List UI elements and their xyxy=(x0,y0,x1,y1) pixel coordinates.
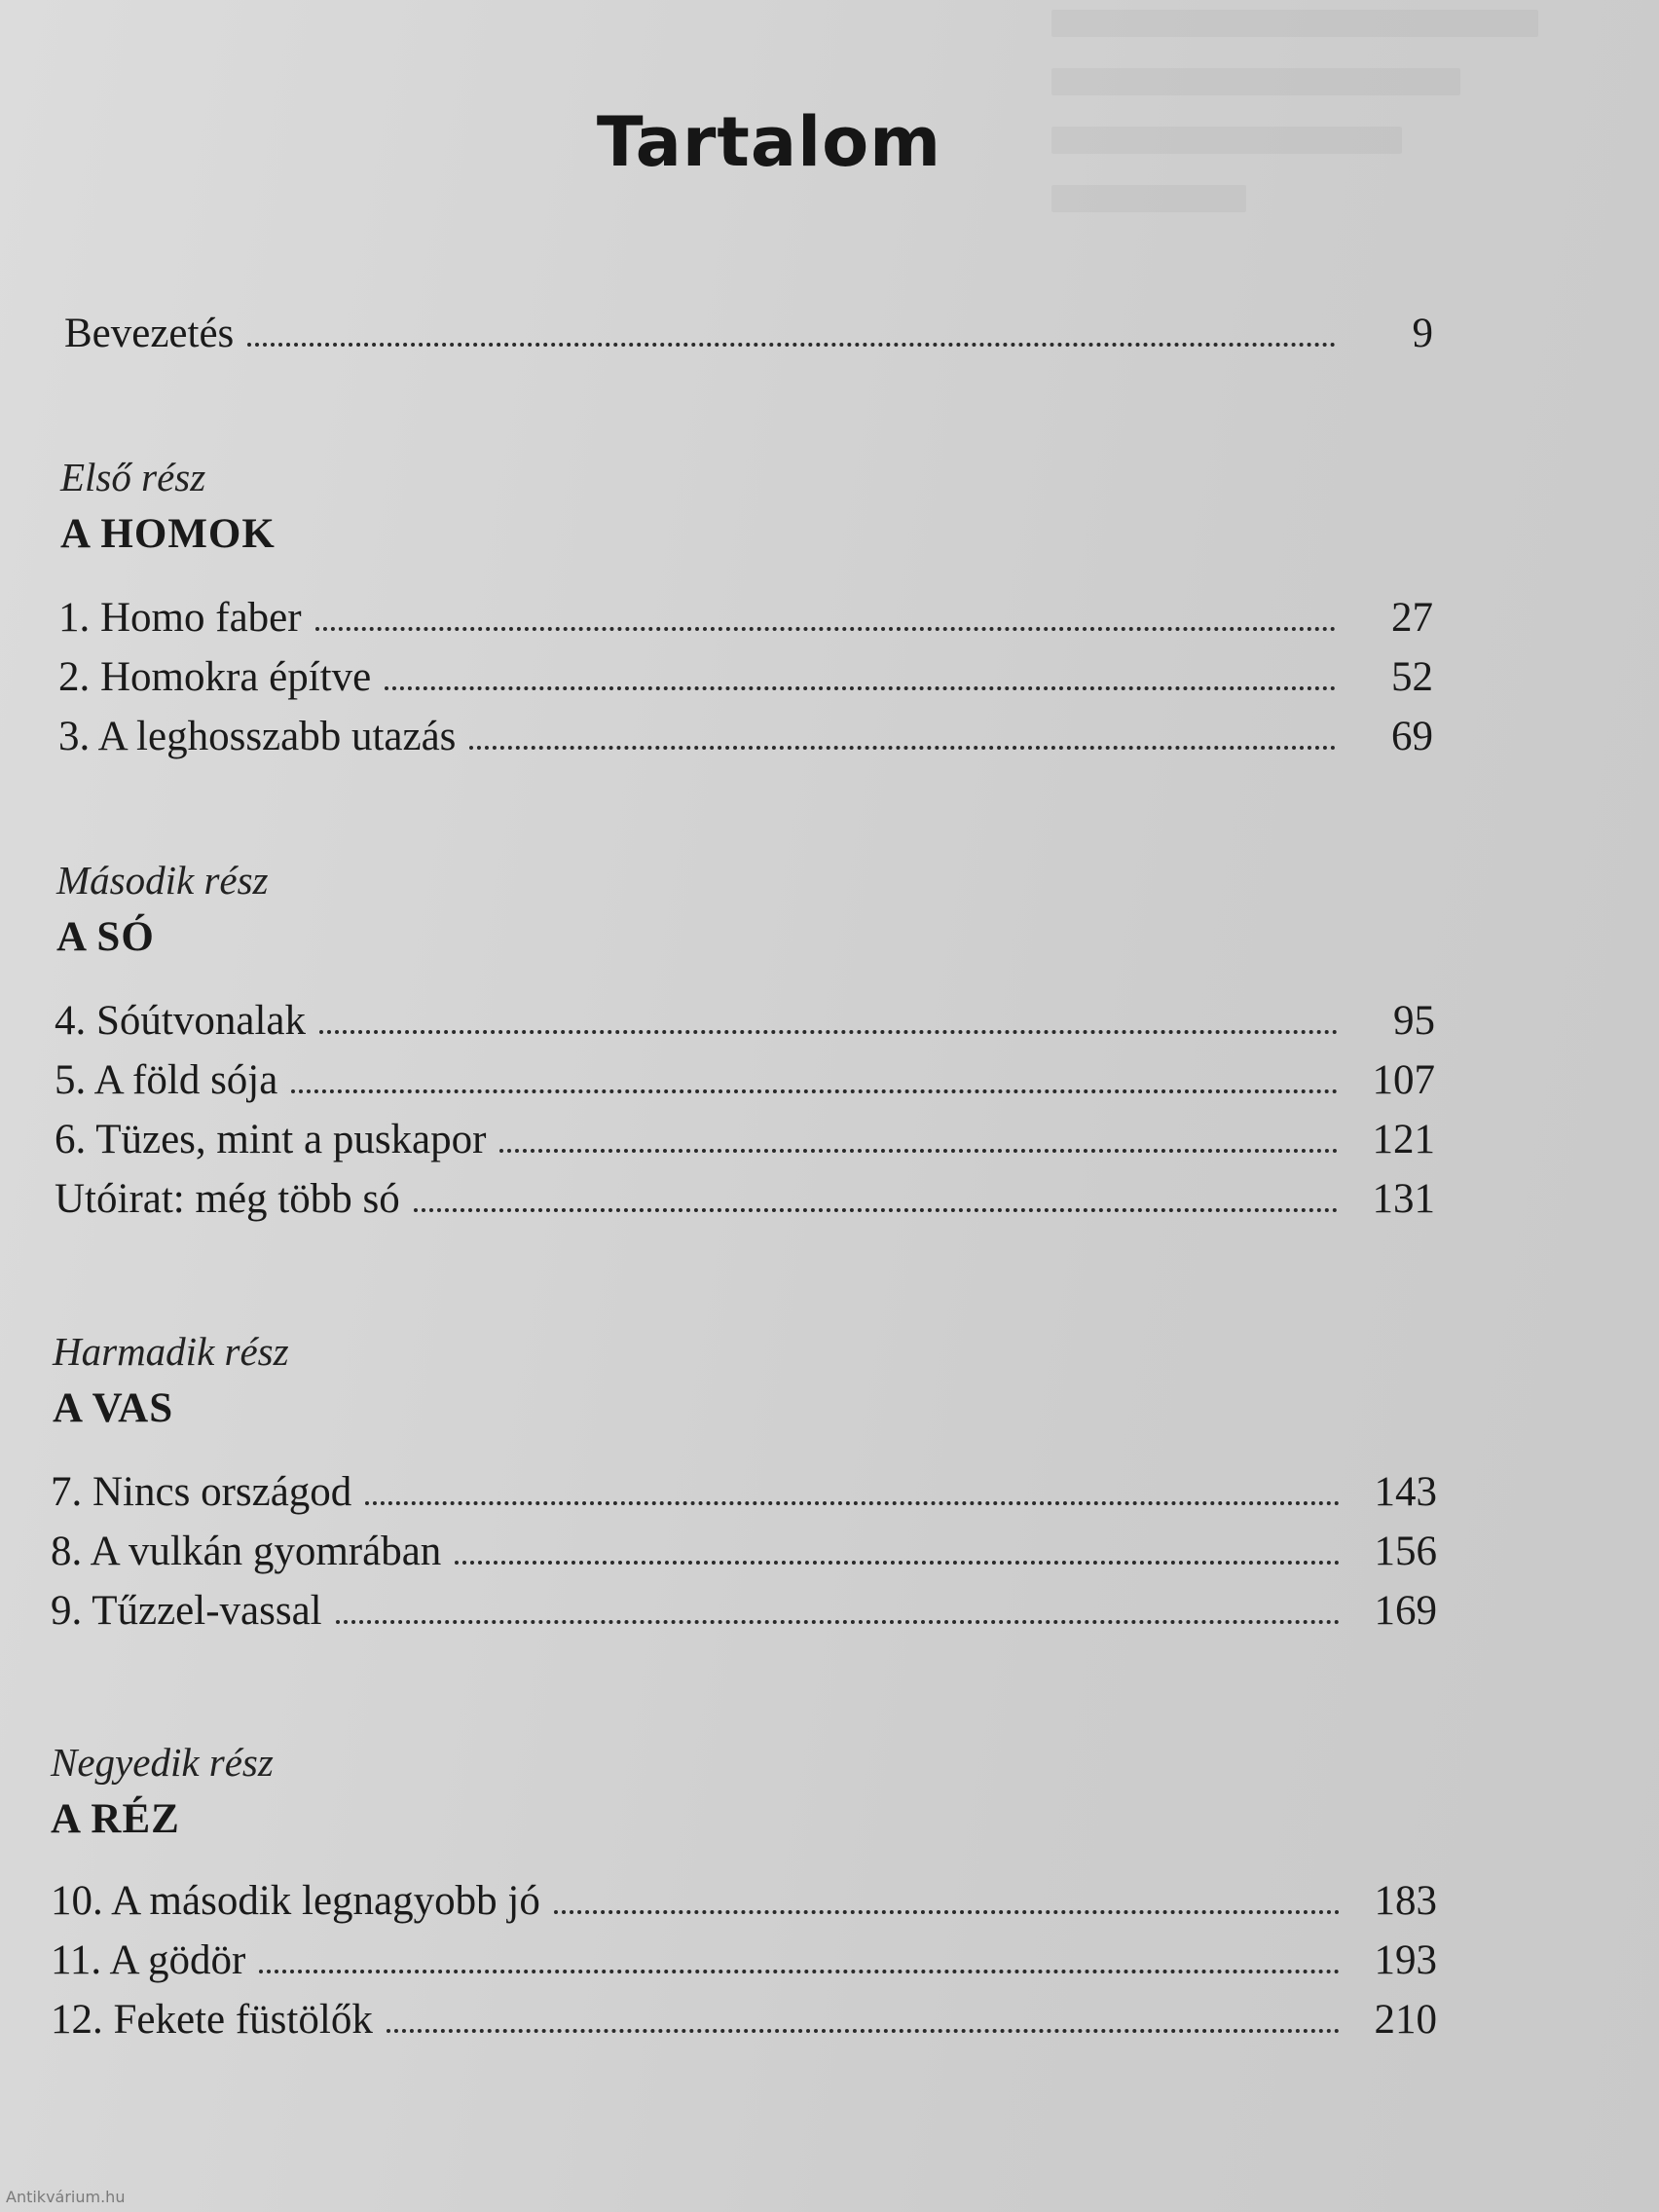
dot-leader xyxy=(336,1619,1340,1624)
toc-entry-page: 131 xyxy=(1372,1176,1435,1222)
toc-entry-label: 3. A leghosszabb utazás xyxy=(58,714,457,759)
dot-leader xyxy=(554,1909,1340,1914)
toc-entry[interactable] xyxy=(51,1468,1437,1516)
dot-leader xyxy=(499,1148,1338,1153)
toc-entry-page: 52 xyxy=(1391,654,1433,700)
part-label: Első rész xyxy=(60,455,206,499)
toc-entry[interactable] xyxy=(58,713,1433,760)
bleed-through-line xyxy=(1051,10,1538,37)
toc-entry[interactable] xyxy=(58,594,1433,642)
part-title: A VAS xyxy=(53,1385,174,1431)
dot-leader xyxy=(387,2028,1340,2033)
toc-entry[interactable] xyxy=(58,653,1433,701)
toc-entry-page: 107 xyxy=(1372,1057,1435,1103)
dot-leader xyxy=(247,342,1336,347)
dot-leader xyxy=(469,745,1336,750)
toc-entry[interactable] xyxy=(51,1587,1437,1635)
toc-entry-label: 5. A föld sója xyxy=(55,1057,278,1103)
toc-entry[interactable] xyxy=(51,1996,1437,2044)
toc-entry-page: 27 xyxy=(1391,595,1433,641)
toc-entry-page: 210 xyxy=(1374,1997,1437,2043)
toc-entry-page: 9 xyxy=(1412,311,1433,356)
toc-entry-page: 143 xyxy=(1374,1469,1437,1515)
toc-entry[interactable] xyxy=(55,1056,1435,1104)
toc-entry[interactable] xyxy=(55,1116,1435,1163)
toc-entry-intro[interactable] xyxy=(64,310,1433,357)
part-title: A SÓ xyxy=(56,914,155,960)
part-label: Harmadik rész xyxy=(53,1329,289,1374)
toc-entry-page: 169 xyxy=(1374,1588,1437,1634)
page-title: Tartalom xyxy=(596,101,942,182)
watermark: Antikvárium.hu xyxy=(6,2188,126,2206)
toc-entry[interactable] xyxy=(55,1175,1435,1223)
part-title: A HOMOK xyxy=(60,511,276,557)
toc-entry-label: 8. A vulkán gyomrában xyxy=(51,1529,442,1574)
dot-leader xyxy=(319,1029,1338,1034)
toc-entry-label: Bevezetés xyxy=(64,311,235,356)
toc-entry-page: 156 xyxy=(1374,1529,1437,1574)
part-title: A RÉZ xyxy=(51,1796,180,1842)
bleed-through-line xyxy=(1051,185,1246,212)
toc-entry-label: 10. A második legnagyobb jó xyxy=(51,1878,540,1924)
toc-entry[interactable] xyxy=(51,1936,1437,1984)
toc-entry-page: 193 xyxy=(1374,1937,1437,1983)
part-label: Negyedik rész xyxy=(51,1740,274,1785)
dot-leader xyxy=(385,685,1336,690)
dot-leader xyxy=(455,1560,1340,1565)
toc-entry[interactable] xyxy=(55,997,1435,1045)
toc-entry-label: 7. Nincs országod xyxy=(51,1469,352,1515)
toc-entry-label: 4. Sóútvonalak xyxy=(55,998,306,1044)
part-label: Második rész xyxy=(56,858,269,903)
toc-entry-label: Utóirat: még több só xyxy=(55,1176,400,1222)
dot-leader xyxy=(315,626,1336,631)
toc-entry-label: 9. Tűzzel-vassal xyxy=(51,1588,322,1634)
toc-entry-label: 1. Homo faber xyxy=(58,595,302,641)
toc-entry-label: 2. Homokra építve xyxy=(58,654,372,700)
toc-entry-page: 121 xyxy=(1372,1117,1435,1162)
toc-entry[interactable] xyxy=(51,1877,1437,1925)
dot-leader xyxy=(259,1969,1340,1973)
dot-leader xyxy=(291,1088,1338,1093)
toc-entry-label: 6. Tüzes, mint a puskapor xyxy=(55,1117,487,1162)
toc-entry-page: 183 xyxy=(1374,1878,1437,1924)
toc-entry-page: 69 xyxy=(1391,714,1433,759)
toc-entry-page: 95 xyxy=(1393,998,1435,1044)
bleed-through-line xyxy=(1051,68,1460,95)
toc-entry[interactable] xyxy=(51,1528,1437,1575)
toc-entry-label: 11. A gödör xyxy=(51,1937,246,1983)
dot-leader xyxy=(365,1500,1340,1505)
toc-entry-label: 12. Fekete füstölők xyxy=(51,1997,373,2043)
dot-leader xyxy=(414,1207,1338,1212)
